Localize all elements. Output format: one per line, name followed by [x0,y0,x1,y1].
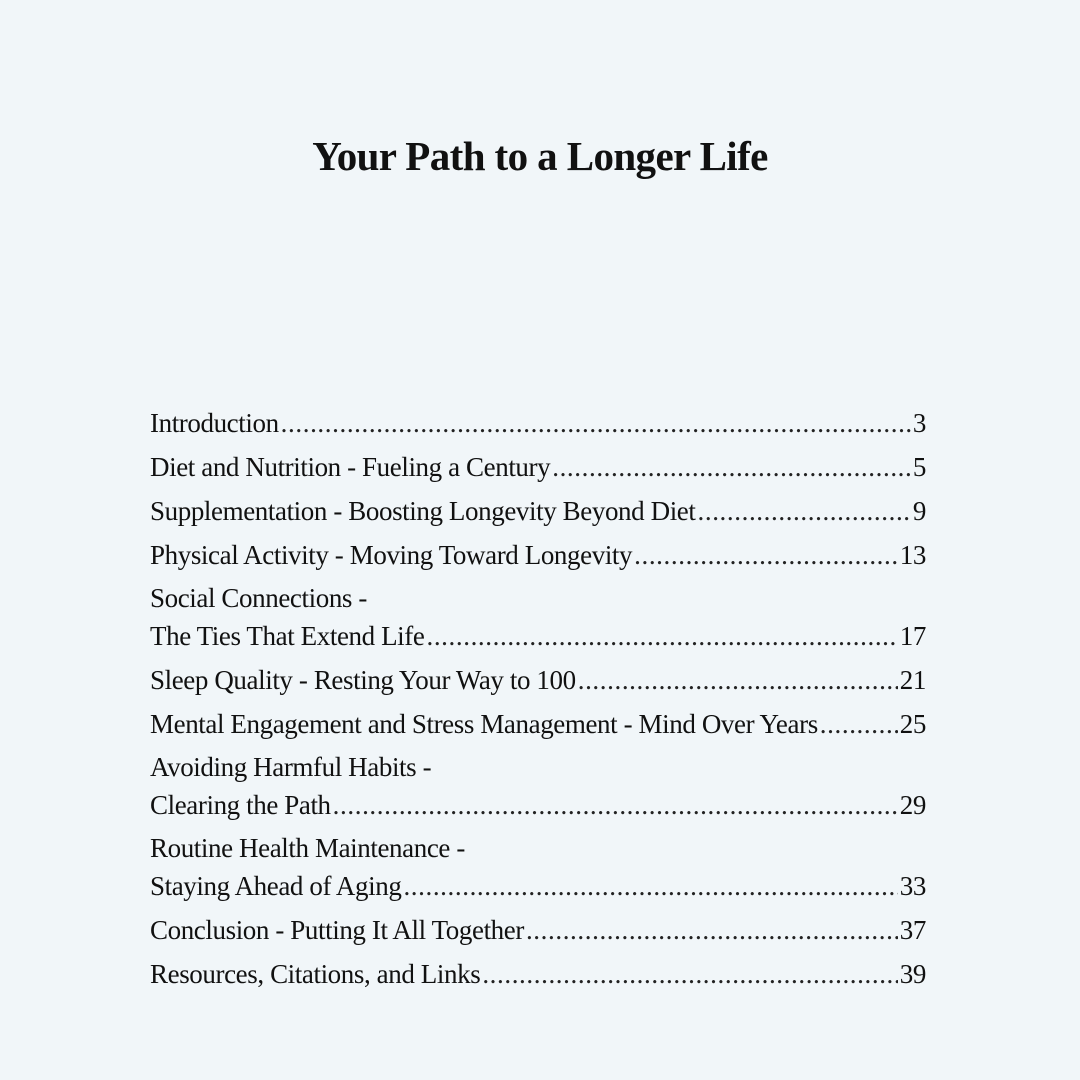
dot-leader [333,786,898,824]
toc-entry [150,830,926,905]
toc-entry-title: Conclusion - Putting It All Together [150,915,524,945]
toc-entry-title: Physical Activity - Moving Toward Longevity [150,540,633,570]
dot-leader [820,705,898,743]
toc-page-number: 3 [912,408,926,438]
toc-entry-title: Supplementation - Boosting Longevity Beyond Diet [150,496,696,526]
toc-entry [150,404,926,442]
toc-entry [150,536,926,574]
toc-page-number: 9 [912,496,926,526]
dot-leader [634,536,898,574]
dot-leader [578,661,898,699]
dot-leader [403,867,897,905]
toc-entry [150,580,926,655]
page-title: Your Path to a Longer Life [312,133,768,179]
dot-leader [698,492,911,530]
toc-entry-title-line-2: Staying Ahead of Aging [150,871,402,901]
toc-entry-title: Introduction [150,408,279,438]
toc-entry-title-line-2: Clearing the Path [150,790,331,820]
toc-entry [150,955,926,993]
toc-entry [150,661,926,699]
table-of-contents [150,404,926,999]
toc-entry-title-line-2: The Ties That Extend Life [150,621,425,651]
toc-entry [150,448,926,486]
dot-leader [552,448,911,486]
toc-page-number: 33 [899,871,926,901]
toc-entry-title-line-1: Avoiding Harmful Habits - [150,752,432,782]
toc-entry [150,492,926,530]
toc-entry [150,749,926,824]
toc-entry [150,911,926,949]
toc-page-number: 5 [912,452,926,482]
dot-leader [482,955,897,993]
toc-entry [150,705,926,743]
toc-page-number: 17 [899,621,926,651]
toc-entry-title: Mental Engagement and Stress Management - Mind Over Years [150,709,818,739]
toc-entry-title-line-1: Social Connections - [150,583,367,613]
toc-page-number: 13 [899,540,926,570]
dot-leader [281,404,911,442]
toc-entry-title: Diet and Nutrition - Fueling a Century [150,452,551,482]
toc-page-number: 29 [899,790,926,820]
toc-page-number: 25 [899,709,926,739]
toc-page-number: 39 [899,959,926,989]
toc-entry-title: Resources, Citations, and Links [150,959,481,989]
toc-page-number: 21 [899,665,926,695]
toc-page-number: 37 [899,915,926,945]
toc-entry-title: Sleep Quality - Resting Your Way to 100 [150,665,576,695]
toc-entry-title-line-1: Routine Health Maintenance - [150,833,465,863]
dot-leader [426,617,897,655]
dot-leader [526,911,898,949]
